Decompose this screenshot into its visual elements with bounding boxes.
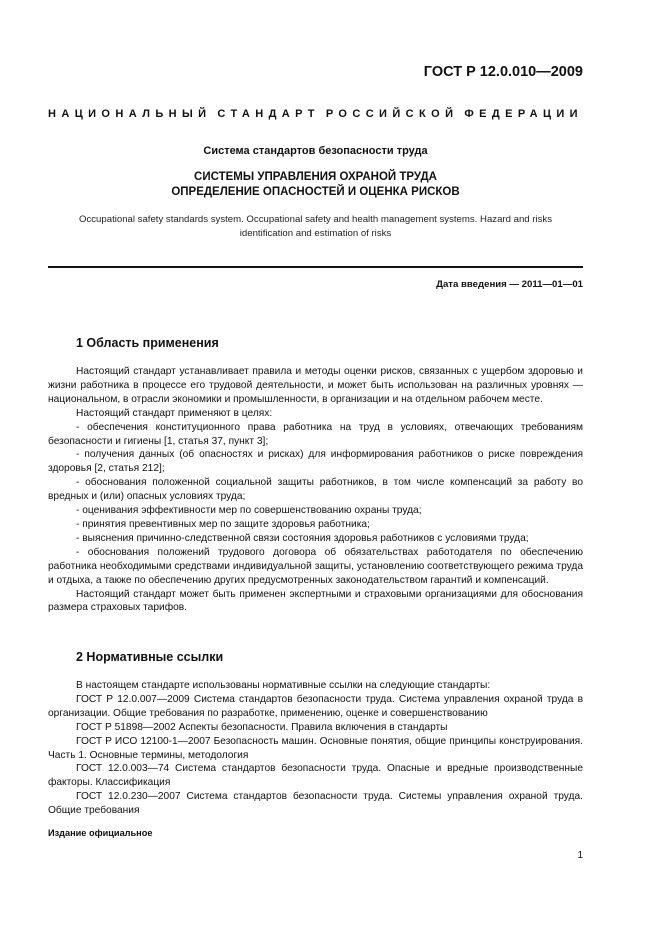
introduction-date: Дата введения — 2011—01—01	[436, 279, 583, 290]
reference-item: ГОСТ 12.0.230—2007 Система стандартов безопасности труда. Системы управления охраной труда. Общие требования	[48, 791, 583, 817]
banner-word: ФЕДЕРАЦИИ	[464, 108, 583, 120]
reference-item: ГОСТ 12.0.003—74 Система стандартов безопасности труда. Опасные и вредные производственные факторы. Классификация	[48, 763, 583, 789]
list-item: - принятия превентивных мер по защите здоровья работника;	[76, 518, 370, 530]
title-line: ОПРЕДЕЛЕНИЕ ОПАСНОСТЕЙ И ОЦЕНКА РИСКОВ	[171, 186, 460, 198]
list-item: - обоснования положений трудового договора об обязательствах работодателя по обеспечению работника необходимыми средствами индивидуальной защиты, установлению соответствующего режима труда и отдыха, а также по обеспечению других предусмотренных законодательством гарантий и компенсаций.	[48, 546, 583, 586]
reference-item: ГОСТ Р 51898—2002 Аспекты безопасности. Правила включения в стандарты	[76, 721, 448, 733]
list-item: - обоснования положенной социальной защиты работников, в том числе компенсаций за работу во вредных и (или) опасных условиях труда;	[48, 477, 583, 503]
list-item: - выяснения причинно-следственной связи состояния здоровья работников с условиями труда;	[76, 532, 529, 544]
paragraph: В настоящем стандарте использованы нормативные ссылки на следующие стандарты:	[76, 680, 491, 691]
list-item: - получения данных (об опасностях и рисках) для информирования работников о риске повреждения здоровья [2, статья 212];	[48, 449, 583, 475]
reference-item: ГОСТ Р ИСО 12100-1—2007 Безопасность машин. Основные понятия, общие принципы конструирования. Часть 1. Основные термины, методология	[48, 735, 583, 761]
banner-word: СТАНДАРТ	[217, 108, 320, 120]
page-number: 1	[577, 850, 583, 861]
section-1-heading: 1 Область применения	[76, 336, 219, 350]
official-edition-label: Издание официальное	[48, 828, 153, 838]
document-title	[48, 170, 583, 200]
banner-word: РОССИЙСКОЙ	[325, 108, 459, 120]
banner-word: НАЦИОНАЛЬНЫЙ	[48, 108, 212, 120]
paragraph: Настоящий стандарт применяют в целях:	[76, 407, 273, 419]
reference-item: ГОСТ Р 12.0.007—2009 Система стандартов безопасности труда. Система управления охраной труда в организации. Общие требования по разработке, применению, оценке и совершенствованию	[48, 693, 583, 719]
standards-system-name: Система стандартов безопасности труда	[203, 145, 428, 157]
english-title: Occupational safety standards system. Occupational safety and health management systems. Hazard and risks identification and estimation of risks	[79, 214, 552, 239]
list-item: - обеспечения конституционного права работника на труд в условиях, отвечающих требованиям безопасности и гигиены [1, статья 37, пункт 3];	[48, 421, 583, 447]
national-standard-banner	[48, 108, 583, 120]
section-2-body	[48, 679, 583, 818]
paragraph: Настоящий стандарт может быть применен экспертными и страховыми организациями для обоснования размера страховых тарифов.	[48, 588, 583, 614]
document-code: ГОСТ Р 12.0.010—2009	[423, 64, 583, 80]
section-1-body	[48, 365, 583, 615]
section-2-heading: 2 Нормативные ссылки	[76, 650, 224, 664]
list-item: - оценивания эффективности мер по совершенствованию охраны труда;	[76, 505, 422, 517]
title-line: СИСТЕМЫ УПРАВЛЕНИЯ ОХРАНОЙ ТРУДА	[194, 171, 437, 183]
paragraph: Настоящий стандарт устанавливает правила и методы оценки рисков, связанных с ущербом здоровью и жизни работника в процессе его трудовой деятельности, и может быть использован на различных уровнях — национальном, в отрасли экономики и промышленности, в организации и на отдельном рабочем месте.	[48, 366, 583, 405]
title-divider	[48, 266, 583, 268]
